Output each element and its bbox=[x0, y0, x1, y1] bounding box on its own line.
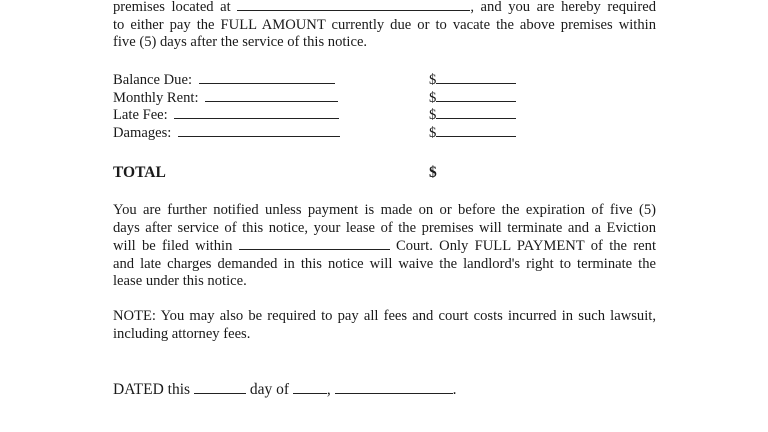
intro-line-3: five (5) days after the service of this notice. bbox=[113, 34, 368, 51]
total-label: TOTAL bbox=[113, 164, 166, 181]
total-currency-symbol: $ bbox=[429, 164, 437, 181]
charge-row-late-fee bbox=[113, 106, 437, 124]
intro-line-2: to either pay the FULL AMOUNT currently due or to vacate the above premises within bbox=[113, 16, 656, 33]
damages-amount-field[interactable] bbox=[436, 124, 516, 137]
court-name-field[interactable] bbox=[239, 237, 390, 250]
currency-symbol: $ bbox=[429, 72, 437, 88]
currency-symbol: $ bbox=[429, 89, 437, 106]
damages-field[interactable] bbox=[178, 124, 340, 137]
day-field[interactable] bbox=[194, 381, 246, 394]
note-paragraph: NOTE: You may also be required to pay all fees and court costs incurred in such lawsuit, including attorney fees. bbox=[113, 308, 656, 342]
balance-due-amount-field[interactable] bbox=[436, 71, 516, 84]
charge-row-monthly-rent bbox=[113, 89, 437, 107]
notice-paragraph: You are further notified unless payment is made on or before the expiration of five (5) days after service of this notice, your lease of the premises will terminate and a Eviction will be filed within Court. Only FULL PAYMENT of the rent and late charges demanded in this notice will waive the landlord's right to terminate the lease under this notice. bbox=[113, 202, 656, 290]
monthly-rent-amount-field[interactable] bbox=[436, 89, 516, 102]
dated-line: DATED this day of , . bbox=[113, 381, 457, 398]
late-fee-amount-field[interactable] bbox=[436, 106, 516, 119]
charge-label: Late Fee: bbox=[113, 107, 168, 123]
charge-label: Balance Due: bbox=[113, 72, 193, 88]
intro-paragraph bbox=[113, 0, 656, 52]
charge-label: Monthly Rent: bbox=[113, 89, 199, 106]
monthly-rent-field[interactable] bbox=[205, 89, 338, 102]
charge-label: Damages: bbox=[113, 124, 172, 141]
intro-line-1: premises located at , and you are hereby required bbox=[113, 0, 656, 15]
currency-symbol: $ bbox=[429, 107, 437, 123]
notice-line-3: will be filed within Court. Only FULL PAYMENT of the rent bbox=[113, 238, 656, 255]
month-field[interactable] bbox=[293, 381, 327, 394]
premises-address-field[interactable] bbox=[237, 0, 470, 11]
total-row bbox=[113, 164, 437, 182]
currency-symbol: $ bbox=[429, 124, 437, 141]
charge-row-balance-due bbox=[113, 71, 437, 89]
late-fee-field[interactable] bbox=[174, 106, 339, 119]
balance-due-field[interactable] bbox=[199, 71, 335, 84]
charge-row-damages bbox=[113, 124, 437, 142]
year-field[interactable] bbox=[335, 381, 453, 394]
